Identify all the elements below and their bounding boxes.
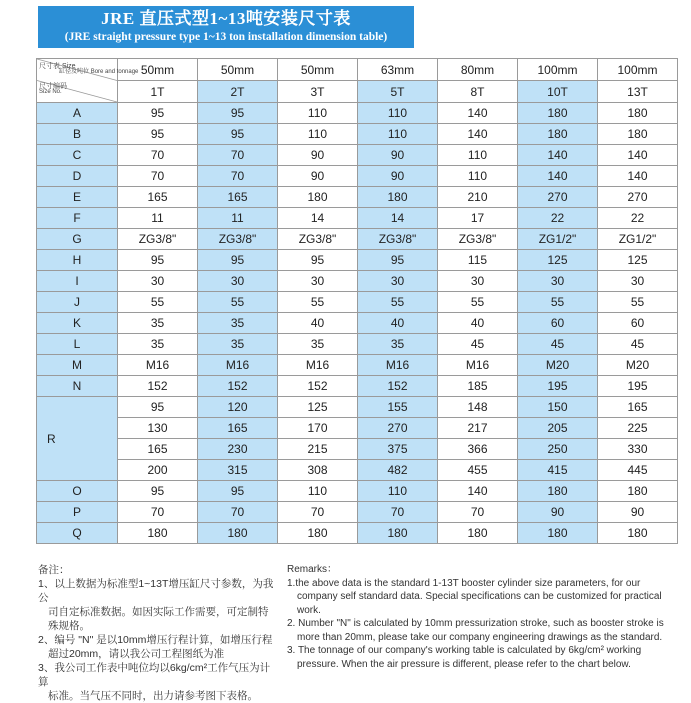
data-cell: 70 xyxy=(198,502,278,523)
data-cell: 35 xyxy=(278,334,358,355)
table-row xyxy=(37,481,678,502)
remarks-en-line: work. xyxy=(297,604,321,616)
corner-sizeno-en: Size No. xyxy=(39,89,62,95)
data-cell: 308 xyxy=(278,460,358,481)
data-cell: 22 xyxy=(598,208,678,229)
data-cell: 165 xyxy=(118,439,198,460)
data-cell: 70 xyxy=(118,145,198,166)
data-cell: 110 xyxy=(278,103,358,124)
r-row xyxy=(37,397,678,418)
data-cell: 315 xyxy=(198,460,278,481)
data-cell: 165 xyxy=(118,187,198,208)
data-cell: 95 xyxy=(118,103,198,124)
remarks-en-line: 2. Number "N" is calculated by 10mm pressurization stroke, such as booster stroke is xyxy=(287,618,664,629)
data-cell: 155 xyxy=(358,397,438,418)
data-cell: 180 xyxy=(598,523,678,544)
row-label: F xyxy=(37,208,118,229)
data-cell: 110 xyxy=(358,124,438,145)
bore-row xyxy=(37,59,678,81)
data-cell: 35 xyxy=(198,313,278,334)
data-cell: 180 xyxy=(198,523,278,544)
data-cell: ZG3/8" xyxy=(198,229,278,250)
data-cell: 152 xyxy=(278,376,358,397)
data-cell: M16 xyxy=(118,355,198,376)
data-cell: 250 xyxy=(518,439,598,460)
bore-cell: 50mm xyxy=(118,59,198,81)
data-cell: 11 xyxy=(118,208,198,229)
data-cell: 180 xyxy=(598,103,678,124)
data-cell: 180 xyxy=(518,481,598,502)
data-cell: 55 xyxy=(598,292,678,313)
tonnage-cell: 10T xyxy=(518,81,598,103)
corner-size-label: 尺寸表 Size xyxy=(39,63,76,70)
data-cell: ZG1/2" xyxy=(598,229,678,250)
data-cell: 90 xyxy=(278,166,358,187)
data-cell: 415 xyxy=(518,460,598,481)
data-cell: ZG3/8" xyxy=(118,229,198,250)
data-cell: 200 xyxy=(118,460,198,481)
remarks-english xyxy=(287,563,679,671)
corner-sizeno-cn: 尺寸编码 xyxy=(39,83,67,90)
remarks-en-line: company self standard data. Special specifications can be customized for practical xyxy=(297,591,662,602)
data-cell: 90 xyxy=(278,145,358,166)
bore-cell: 50mm xyxy=(278,59,358,81)
data-cell: 95 xyxy=(118,124,198,145)
data-cell: 366 xyxy=(438,439,518,460)
row-label: E xyxy=(37,187,118,208)
table-row xyxy=(37,208,678,229)
data-cell: 180 xyxy=(518,523,598,544)
data-cell: 180 xyxy=(598,124,678,145)
data-cell: 230 xyxy=(198,439,278,460)
data-cell: 70 xyxy=(198,166,278,187)
table-row xyxy=(37,313,678,334)
row-label: M xyxy=(37,355,118,376)
data-cell: 180 xyxy=(518,124,598,145)
remarks-cn-line: 超过20mm，请以我公司工程图纸为准 xyxy=(48,648,225,660)
data-cell: ZG1/2" xyxy=(518,229,598,250)
data-cell: 110 xyxy=(438,145,518,166)
title-cn: JRE 直压式型1~13吨安装尺寸表 xyxy=(101,9,351,28)
table-row xyxy=(37,103,678,124)
data-cell: 11 xyxy=(198,208,278,229)
data-cell: 55 xyxy=(278,292,358,313)
table-row xyxy=(37,271,678,292)
data-cell: M20 xyxy=(598,355,678,376)
data-cell: 95 xyxy=(278,250,358,271)
remarks-cn-line: 殊规格。 xyxy=(48,620,90,632)
data-cell: 90 xyxy=(598,502,678,523)
row-label: H xyxy=(37,250,118,271)
remarks-chinese xyxy=(38,563,280,703)
data-cell: 17 xyxy=(438,208,518,229)
row-label: Q xyxy=(37,523,118,544)
data-cell: M16 xyxy=(198,355,278,376)
remarks-en-line: 1.the above data is the standard 1-13T booster cylinder size parameters, for our xyxy=(287,577,641,589)
dimension-table xyxy=(36,58,678,544)
data-cell: 375 xyxy=(358,439,438,460)
data-cell: 55 xyxy=(358,292,438,313)
bore-cell: 80mm xyxy=(438,59,518,81)
data-cell: 125 xyxy=(598,250,678,271)
data-cell: 195 xyxy=(598,376,678,397)
row-label: P xyxy=(37,502,118,523)
table-row xyxy=(37,292,678,313)
data-cell: M16 xyxy=(278,355,358,376)
data-cell: 125 xyxy=(278,397,358,418)
data-cell: 150 xyxy=(518,397,598,418)
data-cell: 152 xyxy=(358,376,438,397)
data-cell: 152 xyxy=(198,376,278,397)
data-cell: 70 xyxy=(118,502,198,523)
data-cell: 70 xyxy=(198,145,278,166)
data-cell: 60 xyxy=(518,313,598,334)
row-label: G xyxy=(37,229,118,250)
row-label: J xyxy=(37,292,118,313)
data-cell: 140 xyxy=(518,166,598,187)
table-row xyxy=(37,229,678,250)
remarks-en-line: pressure. When the air pressure is different, please refer to the chart below. xyxy=(297,658,631,670)
title-en: (JRE straight pressure type 1~13 ton installation dimension table) xyxy=(64,31,388,43)
table-row xyxy=(37,187,678,208)
data-cell: 70 xyxy=(438,502,518,523)
data-cell: 140 xyxy=(598,166,678,187)
bore-cell: 100mm xyxy=(598,59,678,81)
data-cell: ZG3/8" xyxy=(438,229,518,250)
data-cell: 110 xyxy=(438,166,518,187)
data-cell: 115 xyxy=(438,250,518,271)
data-cell: 95 xyxy=(198,124,278,145)
table-row xyxy=(37,376,678,397)
remarks-cn-line: 标准。当气压不同时，出力请参考图下表格。 xyxy=(48,690,258,702)
row-label: O xyxy=(37,481,118,502)
data-cell: 70 xyxy=(278,502,358,523)
data-cell: 95 xyxy=(198,481,278,502)
data-cell: 55 xyxy=(118,292,198,313)
data-cell: 70 xyxy=(118,166,198,187)
table-row xyxy=(37,145,678,166)
data-cell: 180 xyxy=(278,187,358,208)
data-cell: 152 xyxy=(118,376,198,397)
remarks-en-title: Remarks： xyxy=(287,564,338,575)
data-cell: 60 xyxy=(598,313,678,334)
data-cell: 270 xyxy=(358,418,438,439)
table-row xyxy=(37,502,678,523)
data-cell: 30 xyxy=(518,271,598,292)
data-cell: 95 xyxy=(198,103,278,124)
data-cell: 148 xyxy=(438,397,518,418)
data-cell: 45 xyxy=(438,334,518,355)
data-cell: 30 xyxy=(278,271,358,292)
corner-header xyxy=(37,59,139,103)
tonnage-cell: 13T xyxy=(598,81,678,103)
data-cell: 140 xyxy=(438,103,518,124)
data-cell: 215 xyxy=(278,439,358,460)
data-cell: 90 xyxy=(358,145,438,166)
data-cell: 55 xyxy=(198,292,278,313)
data-cell: 35 xyxy=(118,334,198,355)
table-row xyxy=(37,355,678,376)
data-cell: 110 xyxy=(358,103,438,124)
table-row xyxy=(37,523,678,544)
bore-cell: 100mm xyxy=(518,59,598,81)
data-cell: 90 xyxy=(358,166,438,187)
data-cell: M20 xyxy=(518,355,598,376)
row-label: D xyxy=(37,166,118,187)
data-cell: M16 xyxy=(438,355,518,376)
data-cell: 55 xyxy=(438,292,518,313)
data-cell: ZG3/8" xyxy=(278,229,358,250)
data-cell: 180 xyxy=(598,481,678,502)
r-group-label: R xyxy=(37,397,118,481)
tonnage-cell: 5T xyxy=(358,81,438,103)
data-cell: 445 xyxy=(598,460,678,481)
remarks-cn-line: 2、编号 "N" 是以10mm增压行程计算，如增压行程 xyxy=(38,634,273,646)
data-cell: 170 xyxy=(278,418,358,439)
data-cell: 40 xyxy=(358,313,438,334)
data-cell: 95 xyxy=(118,481,198,502)
data-cell: M16 xyxy=(358,355,438,376)
row-label: I xyxy=(37,271,118,292)
data-cell: 330 xyxy=(598,439,678,460)
data-cell: 270 xyxy=(518,187,598,208)
remarks-en-line: 3. The tonnage of our company's working table is calculated by 6kg/cm² working xyxy=(287,645,642,656)
tonnage-cell: 2T xyxy=(198,81,278,103)
data-cell: 45 xyxy=(598,334,678,355)
row-label: C xyxy=(37,145,118,166)
data-cell: 195 xyxy=(518,376,598,397)
data-cell: 482 xyxy=(358,460,438,481)
row-label: A xyxy=(37,103,118,124)
title-banner xyxy=(38,6,414,48)
data-cell: 14 xyxy=(278,208,358,229)
data-cell: 125 xyxy=(518,250,598,271)
table-row xyxy=(37,334,678,355)
remarks-en-line: more than 20mm, please take our company engineering drawings as the standard. xyxy=(297,631,663,643)
tonnage-cell: 3T xyxy=(278,81,358,103)
data-cell: 110 xyxy=(358,481,438,502)
data-cell: 217 xyxy=(438,418,518,439)
data-cell: 210 xyxy=(438,187,518,208)
data-cell: 180 xyxy=(358,523,438,544)
data-cell: 185 xyxy=(438,376,518,397)
data-cell: 30 xyxy=(198,271,278,292)
data-cell: 270 xyxy=(598,187,678,208)
bore-cell: 50mm xyxy=(198,59,278,81)
data-cell: 90 xyxy=(518,502,598,523)
data-cell: 180 xyxy=(278,523,358,544)
remarks-cn-title: 备注： xyxy=(38,564,70,576)
data-cell: 140 xyxy=(518,145,598,166)
row-label: K xyxy=(37,313,118,334)
data-cell: 40 xyxy=(438,313,518,334)
data-cell: ZG3/8" xyxy=(358,229,438,250)
row-label: L xyxy=(37,334,118,355)
data-cell: 180 xyxy=(118,523,198,544)
data-cell: 35 xyxy=(198,334,278,355)
data-cell: 30 xyxy=(438,271,518,292)
tonnage-row xyxy=(37,81,678,103)
data-cell: 225 xyxy=(598,418,678,439)
data-cell: 70 xyxy=(358,502,438,523)
data-cell: 165 xyxy=(198,418,278,439)
data-cell: 30 xyxy=(358,271,438,292)
data-cell: 110 xyxy=(278,481,358,502)
data-cell: 30 xyxy=(598,271,678,292)
bore-cell: 63mm xyxy=(358,59,438,81)
data-cell: 35 xyxy=(118,313,198,334)
data-cell: 55 xyxy=(518,292,598,313)
row-label: N xyxy=(37,376,118,397)
data-cell: 40 xyxy=(278,313,358,334)
tonnage-cell: 1T xyxy=(118,81,198,103)
corner-bore-label: 缸径及吨位 Bore and tonnage xyxy=(59,69,139,75)
data-cell: 165 xyxy=(598,397,678,418)
data-cell: 120 xyxy=(198,397,278,418)
data-cell: 95 xyxy=(118,250,198,271)
data-cell: 35 xyxy=(358,334,438,355)
data-cell: 140 xyxy=(438,124,518,145)
data-cell: 205 xyxy=(518,418,598,439)
remarks-cn-line: 3、我公司工作表中吨位均以6kg/cm²工作气压为计算 xyxy=(38,662,271,688)
table-row xyxy=(37,124,678,145)
r-row xyxy=(37,439,678,460)
data-cell: 22 xyxy=(518,208,598,229)
data-cell: 165 xyxy=(198,187,278,208)
remarks-cn-line: 司自定标准数据。如因实际工作需要，可定制特 xyxy=(48,606,269,618)
data-cell: 140 xyxy=(598,145,678,166)
data-cell: 180 xyxy=(438,523,518,544)
data-cell: 45 xyxy=(518,334,598,355)
r-row xyxy=(37,460,678,481)
data-cell: 140 xyxy=(438,481,518,502)
data-cell: 95 xyxy=(198,250,278,271)
row-label: B xyxy=(37,124,118,145)
data-cell: 455 xyxy=(438,460,518,481)
data-cell: 110 xyxy=(278,124,358,145)
data-cell: 130 xyxy=(118,418,198,439)
table-row xyxy=(37,250,678,271)
data-cell: 95 xyxy=(358,250,438,271)
remarks-cn-line: 1、以上数据为标准型1~13T增压缸尺寸参数，为我公 xyxy=(38,578,274,604)
data-cell: 30 xyxy=(118,271,198,292)
data-cell: 180 xyxy=(358,187,438,208)
r-row xyxy=(37,418,678,439)
data-cell: 95 xyxy=(118,397,198,418)
tonnage-cell: 8T xyxy=(438,81,518,103)
data-cell: 180 xyxy=(518,103,598,124)
table-row xyxy=(37,166,678,187)
data-cell: 14 xyxy=(358,208,438,229)
